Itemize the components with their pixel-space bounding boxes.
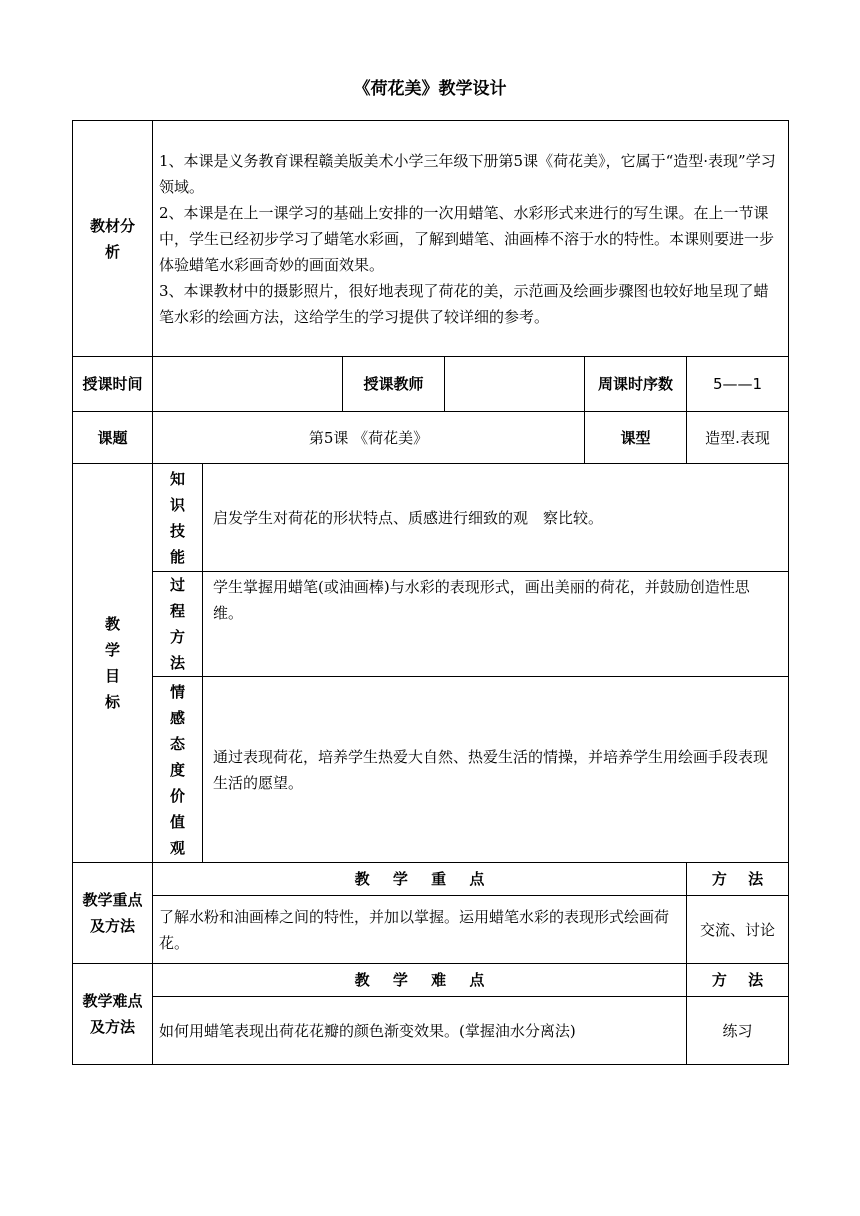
- goals-label-char-3: 目: [104, 667, 120, 685]
- lesson-order-label: 周课时序数: [585, 357, 687, 412]
- key-points-header-row: [73, 863, 789, 896]
- textbook-analysis-content: [153, 121, 789, 357]
- key-points-method: 交流、讨论: [687, 896, 789, 964]
- schedule-row: [73, 357, 789, 412]
- key-points-text: 了解水粉和油画棒之间的特性，并加以掌握。运用蜡笔水彩的表现形式绘画荷花。: [153, 896, 687, 964]
- teacher-label: 授课教师: [343, 357, 445, 412]
- goal-row-knowledge: [73, 464, 789, 572]
- goal-text-attitude: 通过表现荷花，培养学生热爱大自然、热爱生活的情操，并培养学生用绘画手段表现生活的愿望。: [203, 677, 789, 863]
- lesson-time-label: 授课时间: [73, 357, 153, 412]
- analysis-paragraph-3: 3、本课教材中的摄影照片，很好地表现了荷花的美，示范画及绘画步骤图也较好地呈现了蜡笔水彩的绘画方法，这给学生的学习提供了较详细的参考。: [159, 281, 769, 326]
- difficulty-method: 练习: [687, 997, 789, 1065]
- difficulty-content-row: [73, 997, 789, 1065]
- key-points-method-header: 方 法: [687, 863, 789, 896]
- goal-label-attitude: 情感态度价值观: [153, 677, 203, 863]
- goal-row-process: [73, 572, 789, 677]
- goals-label-char-2: 学: [104, 641, 120, 659]
- goals-label-char-1: 教: [104, 615, 120, 633]
- lesson-order-value: 5——1: [687, 357, 789, 412]
- goal-label-knowledge: 知识技能: [153, 464, 203, 572]
- goals-label-char-4: 标: [104, 693, 120, 711]
- textbook-analysis-label: 教材分析: [73, 121, 153, 357]
- lesson-type-value: 造型.表现: [687, 412, 789, 464]
- goal-text-knowledge: 启发学生对荷花的形状特点、质感进行细致的观 察比较。: [203, 464, 789, 572]
- difficulty-label: 教学难点及方法: [73, 964, 153, 1065]
- goal-label-process: 过程方法: [153, 572, 203, 677]
- lesson-time-value: [153, 357, 343, 412]
- topic-label: 课题: [73, 412, 153, 464]
- lesson-plan-table: [72, 120, 789, 1065]
- key-points-header: 教 学 重 点: [153, 863, 687, 896]
- topic-row: [73, 412, 789, 464]
- lesson-type-label: 课型: [585, 412, 687, 464]
- difficulty-method-header: 方 法: [687, 964, 789, 997]
- topic-value: 第5课 《荷花美》: [153, 412, 585, 464]
- goal-text-process: 学生掌握用蜡笔(或油画棒)与水彩的表现形式，画出美丽的荷花，并鼓励创造性思维。: [203, 572, 789, 677]
- document-title: 《荷花美》教学设计: [353, 79, 507, 99]
- difficulty-header: 教 学 难 点: [153, 964, 687, 997]
- teacher-value: [445, 357, 585, 412]
- analysis-paragraph-1: 1、本课是义务教育课程赣美版美术小学三年级下册第5课《荷花美》，它属于“造型·表现”学习领域。: [159, 151, 776, 196]
- difficulty-header-row: [73, 964, 789, 997]
- key-points-content-row: [73, 896, 789, 964]
- difficulty-text: 如何用蜡笔表现出荷花花瓣的颜色渐变效果。(掌握油水分离法): [153, 997, 687, 1065]
- textbook-analysis-row: [73, 121, 789, 357]
- key-points-label: 教学重点及方法: [73, 863, 153, 964]
- analysis-paragraph-2: 2、本课是在上一课学习的基础上安排的一次用蜡笔、水彩形式来进行的写生课。在上一节课中，学生已经初步学习了蜡笔水彩画，了解到蜡笔、油画棒不溶于水的特性。本课则要进一步体验蜡笔水彩画奇妙的画面效果。: [159, 203, 775, 274]
- goal-row-attitude: [73, 677, 789, 863]
- teaching-goals-label: [73, 464, 153, 863]
